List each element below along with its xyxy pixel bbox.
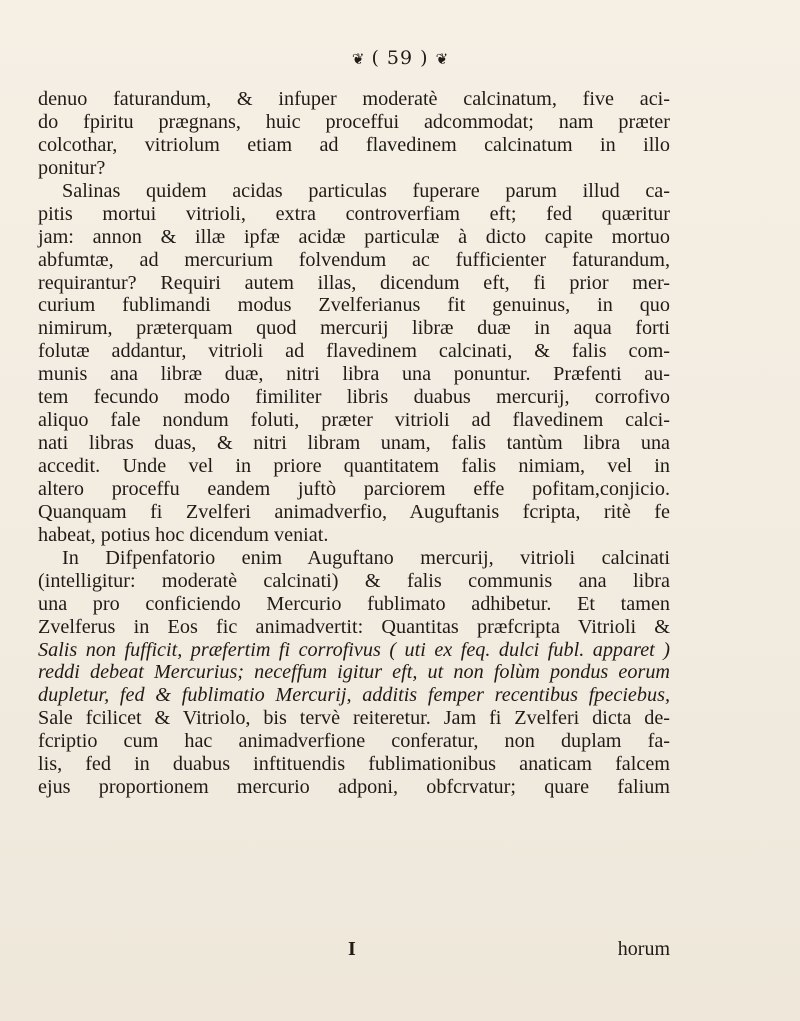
text-line: do fpiritu prægnans, huic proceffui adcommodat; nam præter xyxy=(38,110,670,133)
text-line: colcothar, vitriolum etiam ad flavedinem calcinatum in illo xyxy=(38,133,670,156)
text-line: Salis non fufficit, præfertim fi corrofivus ( uti ex feq. dulci fubl. apparet ) xyxy=(38,638,670,661)
text-line: (intelligitur: moderatè calcinati) & falis communis ana libra xyxy=(38,569,670,592)
text-line: jam: annon & illæ ipfæ acidæ particulæ à dicto capite mortuo xyxy=(38,225,670,248)
text-line: folutæ addantur, vitrioli ad flavedinem calcinati, & falis com- xyxy=(38,340,670,363)
text-line: ponitur? xyxy=(38,156,106,179)
signature-mark: I xyxy=(348,938,356,960)
text-line: curium fublimandi modus Zvelferianus fit genuinus, in quo xyxy=(38,294,670,317)
text-line: In Difpenfatorio enim Auguftano mercurij, vitrioli calcinati xyxy=(62,546,670,569)
text-line: altero proceffu eandem juftò parciorem effe pofitam,conjicio. xyxy=(38,477,670,500)
text-line: accedit. Unde vel in priore quantitatem falis nimiam, vel in xyxy=(38,455,670,477)
text-line: Quanquam fi Zvelferi animadverfio, Auguftanis fcripta, ritè fe xyxy=(38,500,670,523)
text-line: tem fecundo modo fimiliter libris duabus mercurij, corrofivo xyxy=(38,386,670,409)
text-line: nimirum, præterquam quod mercurij libræ duæ in aqua forti xyxy=(38,317,670,340)
text-line: Zvelferus in Eos fic animadvertit: Quantitas præfcripta Vitrioli & xyxy=(38,615,670,638)
text-line: lis, fed in duabus inftituendis fublimationibus anaticam falcem xyxy=(38,753,670,776)
catchword: horum xyxy=(617,938,670,960)
body-text xyxy=(38,88,670,799)
text-line: nati libras duas, & nitri libram unam, falis tantùm libra una xyxy=(38,432,670,455)
text-line: Sale fcilicet & Vitriolo, bis tervè reiteretur. Jam fi Zvelferi dicta de- xyxy=(38,707,670,730)
page-header xyxy=(0,47,800,69)
page-footer xyxy=(38,938,670,961)
text-line: munis ana libræ duæ, nitri libra una ponuntur. Præfenti au- xyxy=(38,363,670,386)
ornament-right: ❦ xyxy=(435,50,449,68)
text-line: abfumtæ, ad mercurium folvendum ac fufficienter faturandum, xyxy=(38,248,670,271)
text-line: reddi debeat Mercurius; neceffum igitur eft, ut non folùm pondus eorum xyxy=(38,661,670,684)
page-number: ( 59 ) xyxy=(371,47,429,69)
text-line: una pro conficiendo Mercurio fublimato adhibetur. Et tamen xyxy=(38,592,670,615)
text-line: Salinas quidem acidas particulas fuperare parum illud ca- xyxy=(62,179,670,202)
text-line: dupletur, fed & fublimatio Mercurij, additis femper recentibus fpeciebus, xyxy=(38,684,670,707)
text-line: ejus proportionem mercurio adponi, obfcrvatur; quare falium xyxy=(38,776,670,799)
ornament-left: ❦ xyxy=(351,50,365,68)
text-line: fcriptio cum hac animadverfione conferatur, non duplam fa- xyxy=(38,730,670,753)
text-line: pitis mortui vitrioli, extra controverfiam eft; fed quæritur xyxy=(38,202,670,225)
text-line: habeat, potius hoc dicendum veniat. xyxy=(38,523,329,546)
text-line: requirantur? Requiri autem illas, dicendum eft, fi prior mer- xyxy=(38,271,670,294)
text-line: aliquo fale nondum foluti, præter vitrioli ad flavedinem calci- xyxy=(38,409,670,432)
text-line: denuo faturandum, & infuper moderatè calcinatum, five aci- xyxy=(38,88,670,110)
